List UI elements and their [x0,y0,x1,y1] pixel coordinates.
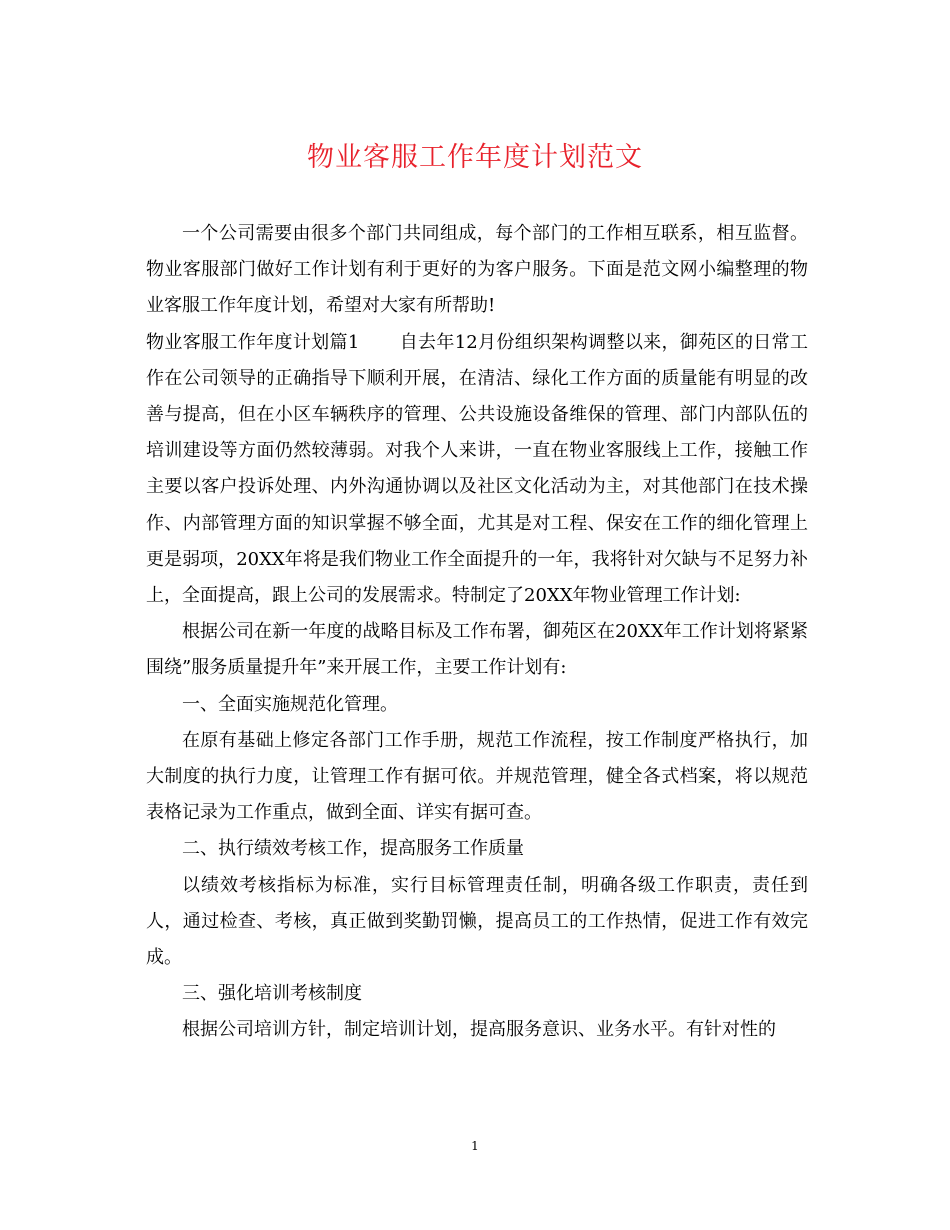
intro-paragraph: 一个公司需要由很多个部门共同组成，每个部门的工作相互联系，相互监督。物业客服部门做好工作计划有利于更好的为客户服务。下面是范文网小编整理的物业客服工作年度计划，希望对大家有所帮助! [146,223,808,317]
document-title: 物业客服工作年度计划范文 [307,142,643,173]
paragraph-1: 在原有基础上修定各部门工作手册，规范工作流程，按工作制度严格执行，加大制度的执行力度，让管理工作有据可依。并规范管理，健全各式档案，将以规范表格记录为工作重点，做到全面、详实有据可查。 [146,729,808,824]
document-body [146,216,808,1049]
page-number: 1 [471,1139,479,1153]
section-body: 自去年12月份组织架构调整以来，御苑区的日常工作在公司领导的正确指导下顺利开展，在清洁、绿化工作方面的质量能有明显的改善与提高，但在小区车辆秩序的管理、公共设施设备维保的管理、部门内部队伍的培训建设等方面仍然较薄弱。对我个人来讲，一直在物业客服线上工作，接触工作主要以客户投诉处理、内外沟通协调以及社区文化活动为主，对其他部门在技术操作、内部管理方面的知识掌握不够全面，尤其是对工程、保安在工作的细化管理上更是弱项，20XX年将是我们物业工作全面提升的一年，我将针对欠缺与不足努力补上，全面提高，跟上公司的发展需求。特制定了20XX年物业管理工作计划: [146,331,809,607]
plan-paragraph: 根据公司在新一年度的战略目标及工作布署，御苑区在20XX年工作计划将紧紧围绕”服务质量提升年”来开展工作，主要工作计划有: [146,621,808,679]
heading-3: 三、强化培训考核制度 [182,983,362,1005]
paragraph-3: 根据公司培训方针，制定培训计划，提高服务意识、业务水平。有针对性的 [182,1019,776,1041]
heading-2: 二、执行绩效考核工作，提高服务工作质量 [182,838,524,860]
paragraph-2: 以绩效考核指标为标准，实行目标管理责任制，明确各级工作职责，责任到人，通过检查、考核，真正做到奖勤罚懒，提高员工的工作热情，促进工作有效完成。 [146,874,808,969]
section-paragraph [146,325,808,615]
heading-1: 一、全面实施规范化管理。 [182,693,398,715]
section-label: 物业客服工作年度计划篇1 [146,331,360,353]
